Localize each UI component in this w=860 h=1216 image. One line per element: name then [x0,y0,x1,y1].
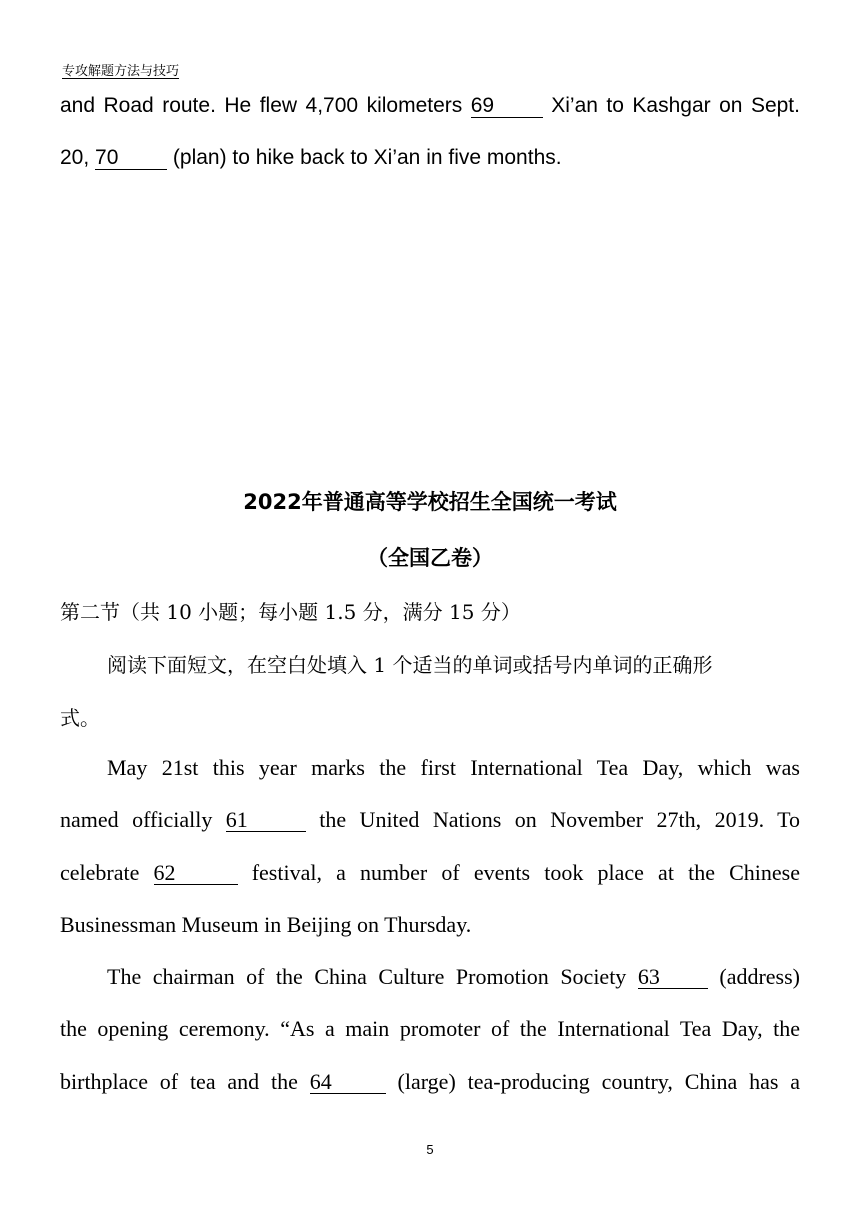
instruction-line-1: 阅读下面短文，在空白处填入 1 个适当的单词或括号内单词的正确形 [107,653,713,677]
blank-61: 61 [226,808,306,832]
passage-line-7: birthplace of tea and the 64 (large) tea-producing country, China has a [60,1069,800,1094]
section-heading: 第二节（共 10 小题；每小题 1.5 分，满分 15 分） [60,600,521,624]
blank-62: 62 [154,861,238,885]
blank-70: 70 [95,147,167,170]
blank-64: 64 [310,1070,386,1094]
blank-69: 69 [471,95,543,118]
page-header: 专攻解题方法与技巧 [62,64,180,79]
page-number: 5 [426,1142,434,1157]
exam-title: 2022年普通高等学校招生全国统一考试 [243,490,617,514]
passage-line-2: named officially 61 the United Nations on November 27th, 2019. To [60,807,801,832]
instruction-line-2: 式。 [60,706,100,730]
passage-line-5: The chairman of the China Culture Promotion Society 63 (address) [107,964,801,989]
top-passage-line-2: 20, 70 (plan) to hike back to Xi’an in five months. [60,146,562,169]
blank-63: 63 [638,965,708,989]
exam-subtitle: （全国乙卷） [367,546,493,570]
passage-line-1: May 21st this year marks the first International Tea Day, which was [107,755,800,780]
passage-line-6: the opening ceremony. “As a main promoter of the International Tea Day, the [60,1016,800,1041]
top-passage-line-1: and Road route. He flew 4,700 kilometers 69 Xi’an to Kashgar on Sept. [60,94,800,117]
passage-line-4: Businessman Museum in Beijing on Thursday. [60,912,472,937]
passage-line-3: celebrate 62 festival, a number of events took place at the Chinese [60,860,800,885]
